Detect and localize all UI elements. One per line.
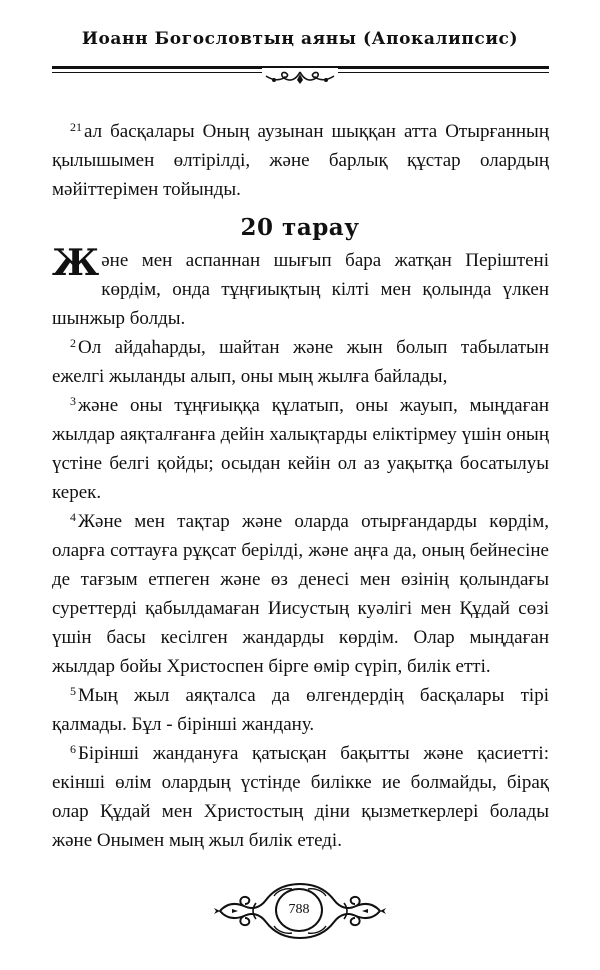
verse-text: әне мен аспаннан шығып бара жатқан Періштені көрдім, онда тұңғиықтың кілті мен қолында үлкен шынжыр болды.	[52, 250, 549, 329]
verse-number: 21	[70, 120, 82, 134]
drop-cap: Ж	[52, 242, 100, 284]
page-number: 788	[275, 888, 323, 932]
verse-text: Бірінші жандануға қатысқан бақытты және қасиетті: екінші өлім олардың үстінде билікке ие болмайды, бірақ олар Құдай мен Христостың діни қызметкерлері болады және Онымен мың жыл билік етеді.	[52, 743, 549, 851]
running-title: Иоанн Богословтың аяны (Апокалипсис)	[81, 29, 519, 49]
chapter-body	[52, 242, 549, 855]
verse-text: Және мен тақтар және оларда отырғандарды көрдім, оларға соттауға рұқсат берілді, және аңға да, оның бейнесіне де тағзым етпеген және өз денесі мен өзінің қолындағы суреттерді қабылдамаған Иисустың куәлігі мен Құдай сөзі үшін басы кесілген жандарды көрдім. Олар мыңдаған жылдар бойы Христоспен бірге өмір сүріп, билік етті.	[52, 511, 549, 677]
verse-text: Ол айдаһарды, шайтан және жын болып табылатын ежелгі жыланды алып, оны мың жылға байлады,	[52, 337, 549, 387]
chapter-title: 20 тарау	[240, 214, 360, 241]
verse-2	[52, 333, 549, 391]
verse-1	[52, 242, 549, 333]
verse-number: 4	[70, 510, 76, 524]
verse-text: Мың жыл аяқталса да өлгендердің басқалары тірі қалмады. Бұл - бірінші жандану.	[52, 685, 549, 735]
verse-4	[52, 507, 549, 681]
verse-6	[52, 739, 549, 855]
verse-text: ал басқалары Оның аузынан шыққан атта Отырғанның қылышымен өлтірілді, және барлық құстар олардың мәйіттерімен тойынды.	[52, 121, 549, 200]
verse-5	[52, 681, 549, 739]
verse-number: 2	[70, 336, 76, 350]
preceding-verse-block	[52, 117, 549, 204]
header-flourish-ornament	[262, 68, 338, 88]
verse-3	[52, 391, 549, 507]
verse-number: 5	[70, 684, 76, 698]
verse-text: және оны тұңғиыққа құлатып, оны жауып, мыңдаған жылдар аяқталғанға дейін халықтарды еліктірмеу үшін оның үстіне белгі қойды; осыдан кейін ол аз уақытқа босатылуы керек.	[52, 395, 549, 503]
verse-number: 6	[70, 742, 76, 756]
verse-number: 3	[70, 394, 76, 408]
